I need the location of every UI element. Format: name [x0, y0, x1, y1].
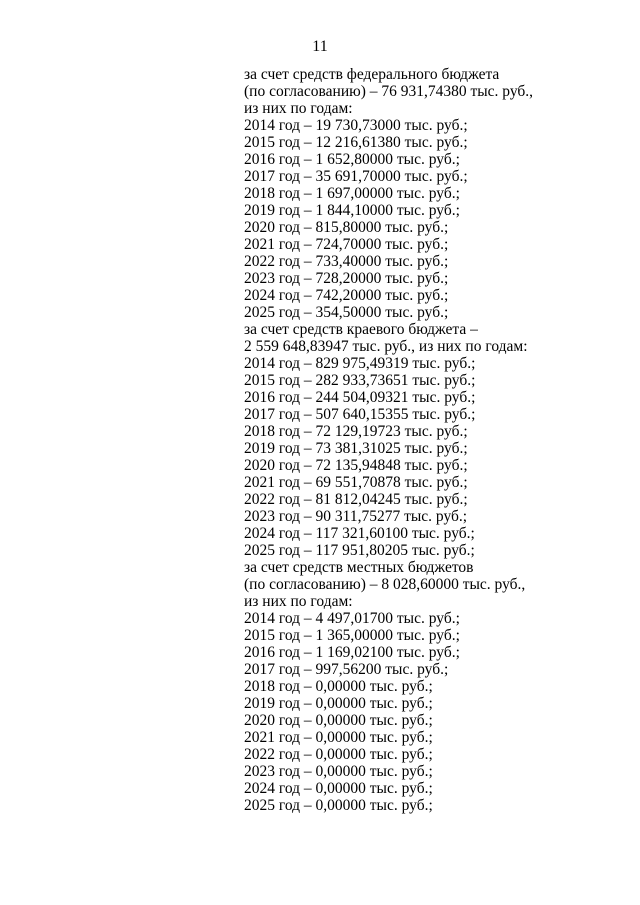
- federal-budget-heading: за счет средств федерального бюджета: [244, 66, 500, 83]
- local-budget-total: (по согласованию) – 8 028,60000 тыс. руб.,: [244, 576, 526, 593]
- regional-year-line: 2022 год – 81 812,04245 тыс. руб.;: [244, 491, 468, 508]
- regional-year-line: 2023 год – 90 311,75277 тыс. руб.;: [244, 508, 468, 525]
- federal-year-line: 2023 год – 728,20000 тыс. руб.;: [244, 270, 449, 287]
- federal-year-line: 2024 год – 742,20000 тыс. руб.;: [244, 287, 449, 304]
- federal-year-line: 2015 год – 12 216,61380 тыс. руб.;: [244, 134, 468, 151]
- federal-year-line: 2022 год – 733,40000 тыс. руб.;: [244, 253, 449, 270]
- regional-year-line: 2018 год – 72 129,19723 тыс. руб.;: [244, 423, 468, 440]
- local-year-line: 2016 год – 1 169,02100 тыс. руб.;: [244, 644, 460, 661]
- federal-year-line: 2019 год – 1 844,10000 тыс. руб.;: [244, 202, 460, 219]
- federal-year-line: 2014 год – 19 730,73000 тыс. руб.;: [244, 117, 468, 134]
- local-year-line: 2024 год – 0,00000 тыс. руб.;: [244, 780, 433, 797]
- regional-budget-heading: за счет средств краевого бюджета –: [244, 321, 478, 338]
- federal-year-line: 2018 год – 1 697,00000 тыс. руб.;: [244, 185, 460, 202]
- budget-text-block: [244, 66, 604, 814]
- federal-year-line: 2016 год – 1 652,80000 тыс. руб.;: [244, 151, 460, 168]
- local-year-line: 2017 год – 997,56200 тыс. руб.;: [244, 661, 449, 678]
- federal-year-line: 2025 год – 354,50000 тыс. руб.;: [244, 304, 449, 321]
- page-number: 11: [312, 38, 328, 55]
- regional-year-line: 2015 год – 282 933,73651 тыс. руб.;: [244, 372, 476, 389]
- regional-year-line: 2014 год – 829 975,49319 тыс. руб.;: [244, 355, 476, 372]
- federal-year-line: 2021 год – 724,70000 тыс. руб.;: [244, 236, 449, 253]
- regional-year-line: 2020 год – 72 135,94848 тыс. руб.;: [244, 457, 468, 474]
- local-year-line: 2015 год – 1 365,00000 тыс. руб.;: [244, 627, 460, 644]
- regional-year-line: 2016 год – 244 504,09321 тыс. руб.;: [244, 389, 476, 406]
- regional-year-line: 2021 год – 69 551,70878 тыс. руб.;: [244, 474, 468, 491]
- local-year-line: 2020 год – 0,00000 тыс. руб.;: [244, 712, 433, 729]
- federal-year-line: 2020 год – 815,80000 тыс. руб.;: [244, 219, 449, 236]
- regional-year-line: 2025 год – 117 951,80205 тыс. руб.;: [244, 542, 475, 559]
- federal-budget-by-years-label: из них по годам:: [244, 100, 353, 117]
- local-budget-by-years-label: из них по годам:: [244, 593, 353, 610]
- regional-year-line: 2024 год – 117 321,60100 тыс. руб.;: [244, 525, 475, 542]
- local-year-line: 2025 год – 0,00000 тыс. руб.;: [244, 797, 433, 814]
- local-year-line: 2023 год – 0,00000 тыс. руб.;: [244, 763, 433, 780]
- regional-year-line: 2017 год – 507 640,15355 тыс. руб.;: [244, 406, 476, 423]
- regional-year-line: 2019 год – 73 381,31025 тыс. руб.;: [244, 440, 468, 457]
- local-year-line: 2019 год – 0,00000 тыс. руб.;: [244, 695, 433, 712]
- local-budget-heading: за счет средств местных бюджетов: [244, 559, 474, 576]
- local-year-line: 2021 год – 0,00000 тыс. руб.;: [244, 729, 433, 746]
- local-year-line: 2014 год – 4 497,01700 тыс. руб.;: [244, 610, 460, 627]
- federal-year-line: 2017 год – 35 691,70000 тыс. руб.;: [244, 168, 468, 185]
- regional-budget-total: 2 559 648,83947 тыс. руб., из них по годам:: [244, 338, 528, 355]
- local-year-line: 2022 год – 0,00000 тыс. руб.;: [244, 746, 433, 763]
- local-year-line: 2018 год – 0,00000 тыс. руб.;: [244, 678, 433, 695]
- federal-budget-total: (по согласованию) – 76 931,74380 тыс. руб.,: [244, 83, 534, 100]
